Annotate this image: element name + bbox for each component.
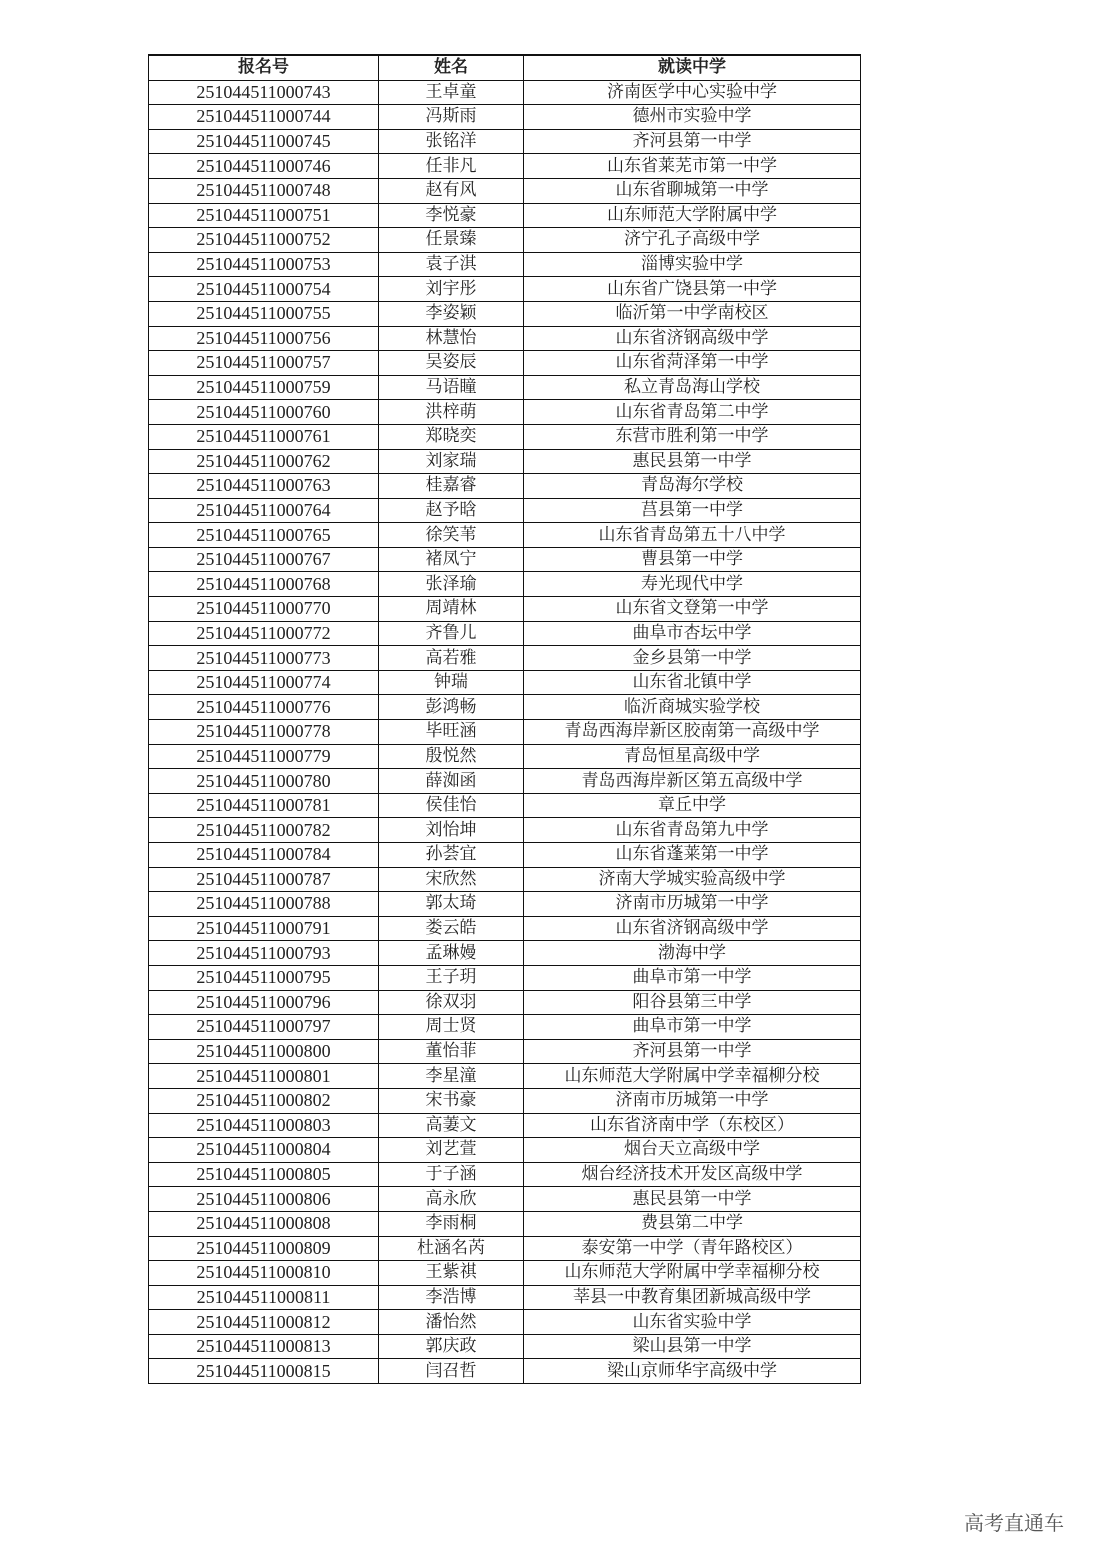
school-cell: 曲阜市第一中学 — [524, 965, 861, 990]
table-row — [149, 843, 861, 868]
registration-number-cell: 251044511000774 — [149, 670, 379, 695]
registration-number-cell: 251044511000765 — [149, 523, 379, 548]
registration-number-cell: 251044511000784 — [149, 843, 379, 868]
table-row — [149, 695, 861, 720]
school-cell: 曹县第一中学 — [524, 547, 861, 572]
registration-number-cell: 251044511000767 — [149, 547, 379, 572]
student-name-cell: 李悦豪 — [379, 203, 524, 228]
table-row — [149, 1088, 861, 1113]
table-row — [149, 769, 861, 794]
school-cell: 惠民县第一中学 — [524, 449, 861, 474]
table-row — [149, 1310, 861, 1335]
table-row — [149, 892, 861, 917]
table-row — [149, 1236, 861, 1261]
school-cell: 山东师范大学附属中学 — [524, 203, 861, 228]
table-row — [149, 498, 861, 523]
table-row — [149, 916, 861, 941]
admission-list-table — [148, 54, 861, 1384]
table-row — [149, 105, 861, 130]
student-name-cell: 侯佳怡 — [379, 793, 524, 818]
student-name-cell: 高永欣 — [379, 1187, 524, 1212]
registration-number-cell: 251044511000743 — [149, 80, 379, 105]
table-row — [149, 252, 861, 277]
student-name-cell: 郭庆政 — [379, 1334, 524, 1359]
student-name-cell: 林慧怡 — [379, 326, 524, 351]
school-cell: 梁山京师华宇高级中学 — [524, 1359, 861, 1384]
registration-number-cell: 251044511000763 — [149, 474, 379, 499]
student-name-cell: 李姿颖 — [379, 301, 524, 326]
school-cell: 山东师范大学附属中学幸福柳分校 — [524, 1064, 861, 1089]
table-row — [149, 720, 861, 745]
student-name-cell: 刘艺萱 — [379, 1138, 524, 1163]
registration-number-cell: 251044511000803 — [149, 1113, 379, 1138]
student-name-cell: 董怡菲 — [379, 1039, 524, 1064]
table-row — [149, 154, 861, 179]
student-name-cell: 李星潼 — [379, 1064, 524, 1089]
student-name-cell: 褚凤宁 — [379, 547, 524, 572]
table-row — [149, 1285, 861, 1310]
registration-number-cell: 251044511000810 — [149, 1261, 379, 1286]
registration-number-cell: 251044511000808 — [149, 1211, 379, 1236]
registration-number-cell: 251044511000772 — [149, 621, 379, 646]
school-cell: 山东省济钢高级中学 — [524, 916, 861, 941]
school-cell: 曲阜市杏坛中学 — [524, 621, 861, 646]
student-name-cell: 冯斯雨 — [379, 105, 524, 130]
table-row — [149, 1261, 861, 1286]
registration-number-cell: 251044511000753 — [149, 252, 379, 277]
student-name-cell: 赵予晗 — [379, 498, 524, 523]
student-name-cell: 马语瞳 — [379, 375, 524, 400]
school-cell: 山东省济南中学（东校区） — [524, 1113, 861, 1138]
school-cell: 东营市胜利第一中学 — [524, 424, 861, 449]
table-row — [149, 744, 861, 769]
student-name-cell: 毕旺涵 — [379, 720, 524, 745]
table-row — [149, 277, 861, 302]
table-row — [149, 547, 861, 572]
student-name-cell: 王紫祺 — [379, 1261, 524, 1286]
table-row — [149, 301, 861, 326]
registration-number-cell: 251044511000811 — [149, 1285, 379, 1310]
table-header-row — [149, 55, 861, 80]
table-row — [149, 424, 861, 449]
school-cell: 山东省文登第一中学 — [524, 597, 861, 622]
school-cell: 临沂第一中学南校区 — [524, 301, 861, 326]
registration-number-cell: 251044511000800 — [149, 1039, 379, 1064]
registration-number-cell: 251044511000779 — [149, 744, 379, 769]
school-cell: 山东省济钢高级中学 — [524, 326, 861, 351]
registration-number-cell: 251044511000796 — [149, 990, 379, 1015]
registration-number-cell: 251044511000809 — [149, 1236, 379, 1261]
table-row — [149, 375, 861, 400]
student-name-cell: 王卓童 — [379, 80, 524, 105]
school-cell: 济南大学城实验高级中学 — [524, 867, 861, 892]
table-row — [149, 474, 861, 499]
school-cell: 费县第二中学 — [524, 1211, 861, 1236]
table-row — [149, 572, 861, 597]
registration-number-cell: 251044511000745 — [149, 129, 379, 154]
registration-number-cell: 251044511000788 — [149, 892, 379, 917]
table-row — [149, 1113, 861, 1138]
registration-number-cell: 251044511000778 — [149, 720, 379, 745]
school-cell: 渤海中学 — [524, 941, 861, 966]
student-name-cell: 徐双羽 — [379, 990, 524, 1015]
table-row — [149, 1334, 861, 1359]
student-name-cell: 薛洳函 — [379, 769, 524, 794]
school-cell: 莘县一中教育集团新城高级中学 — [524, 1285, 861, 1310]
student-name-cell: 彭鸿畅 — [379, 695, 524, 720]
school-cell: 齐河县第一中学 — [524, 1039, 861, 1064]
student-name-cell: 周靖林 — [379, 597, 524, 622]
school-cell: 德州市实验中学 — [524, 105, 861, 130]
table-row — [149, 1162, 861, 1187]
student-name-cell: 赵有风 — [379, 178, 524, 203]
student-name-cell: 于子涵 — [379, 1162, 524, 1187]
table-row — [149, 129, 861, 154]
student-name-cell: 王子玥 — [379, 965, 524, 990]
registration-number-cell: 251044511000813 — [149, 1334, 379, 1359]
registration-number-cell: 251044511000802 — [149, 1088, 379, 1113]
school-cell: 济南市历城第一中学 — [524, 892, 861, 917]
registration-number-cell: 251044511000762 — [149, 449, 379, 474]
table-row — [149, 1138, 861, 1163]
header-registration-number: 报名号 — [149, 55, 379, 80]
registration-number-cell: 251044511000773 — [149, 646, 379, 671]
student-name-cell: 孟琳嫚 — [379, 941, 524, 966]
student-name-cell: 吴姿辰 — [379, 351, 524, 376]
table-row — [149, 1187, 861, 1212]
table-row — [149, 867, 861, 892]
student-name-cell: 李浩博 — [379, 1285, 524, 1310]
school-cell: 惠民县第一中学 — [524, 1187, 861, 1212]
registration-number-cell: 251044511000787 — [149, 867, 379, 892]
registration-number-cell: 251044511000761 — [149, 424, 379, 449]
student-name-cell: 张泽瑜 — [379, 572, 524, 597]
student-name-cell: 高若雅 — [379, 646, 524, 671]
registration-number-cell: 251044511000755 — [149, 301, 379, 326]
registration-number-cell: 251044511000781 — [149, 793, 379, 818]
school-cell: 山东省蓬莱第一中学 — [524, 843, 861, 868]
school-cell: 金乡县第一中学 — [524, 646, 861, 671]
school-cell: 青岛海尔学校 — [524, 474, 861, 499]
table-row — [149, 80, 861, 105]
registration-number-cell: 251044511000793 — [149, 941, 379, 966]
school-cell: 烟台经济技术开发区高级中学 — [524, 1162, 861, 1187]
table-row — [149, 1211, 861, 1236]
registration-number-cell: 251044511000768 — [149, 572, 379, 597]
registration-number-cell: 251044511000760 — [149, 400, 379, 425]
student-name-cell: 洪梓萌 — [379, 400, 524, 425]
registration-number-cell: 251044511000754 — [149, 277, 379, 302]
student-name-cell: 孙荟宜 — [379, 843, 524, 868]
student-name-cell: 宋书豪 — [379, 1088, 524, 1113]
school-cell: 莒县第一中学 — [524, 498, 861, 523]
registration-number-cell: 251044511000806 — [149, 1187, 379, 1212]
school-cell: 梁山县第一中学 — [524, 1334, 861, 1359]
table-row — [149, 965, 861, 990]
student-name-cell: 郭太琦 — [379, 892, 524, 917]
registration-number-cell: 251044511000756 — [149, 326, 379, 351]
student-name-cell: 钟瑞 — [379, 670, 524, 695]
school-cell: 烟台天立高级中学 — [524, 1138, 861, 1163]
registration-number-cell: 251044511000746 — [149, 154, 379, 179]
registration-number-cell: 251044511000791 — [149, 916, 379, 941]
registration-number-cell: 251044511000801 — [149, 1064, 379, 1089]
registration-number-cell: 251044511000748 — [149, 178, 379, 203]
registration-number-cell: 251044511000797 — [149, 1015, 379, 1040]
school-cell: 济南市历城第一中学 — [524, 1088, 861, 1113]
student-name-cell: 齐鲁儿 — [379, 621, 524, 646]
school-cell: 山东省菏泽第一中学 — [524, 351, 861, 376]
school-cell: 山东省聊城第一中学 — [524, 178, 861, 203]
school-cell: 齐河县第一中学 — [524, 129, 861, 154]
registration-number-cell: 251044511000812 — [149, 1310, 379, 1335]
school-cell: 山东省青岛第五十八中学 — [524, 523, 861, 548]
registration-number-cell: 251044511000744 — [149, 105, 379, 130]
student-name-cell: 周士贤 — [379, 1015, 524, 1040]
registration-number-cell: 251044511000776 — [149, 695, 379, 720]
school-cell: 章丘中学 — [524, 793, 861, 818]
school-cell: 济南医学中心实验中学 — [524, 80, 861, 105]
registration-number-cell: 251044511000764 — [149, 498, 379, 523]
student-name-cell: 桂嘉睿 — [379, 474, 524, 499]
student-name-cell: 张铭洋 — [379, 129, 524, 154]
table-row — [149, 228, 861, 253]
table-row — [149, 1064, 861, 1089]
registration-number-cell: 251044511000815 — [149, 1359, 379, 1384]
table-row — [149, 621, 861, 646]
header-name: 姓名 — [379, 55, 524, 80]
registration-number-cell: 251044511000780 — [149, 769, 379, 794]
student-name-cell: 刘宇彤 — [379, 277, 524, 302]
registration-number-cell: 251044511000770 — [149, 597, 379, 622]
watermark: 高考直通车 — [964, 1511, 1064, 1535]
school-cell: 寿光现代中学 — [524, 572, 861, 597]
student-name-cell: 杜涵名芮 — [379, 1236, 524, 1261]
table-row — [149, 990, 861, 1015]
table-row — [149, 646, 861, 671]
registration-number-cell: 251044511000805 — [149, 1162, 379, 1187]
registration-number-cell: 251044511000757 — [149, 351, 379, 376]
table-row — [149, 326, 861, 351]
table-row — [149, 597, 861, 622]
table-row — [149, 400, 861, 425]
table-row — [149, 351, 861, 376]
school-cell: 临沂商城实验学校 — [524, 695, 861, 720]
registration-number-cell: 251044511000759 — [149, 375, 379, 400]
school-cell: 济宁孔子高级中学 — [524, 228, 861, 253]
student-name-cell: 徐笑苇 — [379, 523, 524, 548]
school-cell: 私立青岛海山学校 — [524, 375, 861, 400]
school-cell: 淄博实验中学 — [524, 252, 861, 277]
student-name-cell: 潘怡然 — [379, 1310, 524, 1335]
student-name-cell: 殷悦然 — [379, 744, 524, 769]
table-row — [149, 670, 861, 695]
table-row — [149, 818, 861, 843]
student-name-cell: 任景臻 — [379, 228, 524, 253]
school-cell: 山东省广饶县第一中学 — [524, 277, 861, 302]
registration-number-cell: 251044511000795 — [149, 965, 379, 990]
school-cell: 山东师范大学附属中学幸福柳分校 — [524, 1261, 861, 1286]
registration-number-cell: 251044511000751 — [149, 203, 379, 228]
school-cell: 山东省青岛第二中学 — [524, 400, 861, 425]
student-name-cell: 刘怡坤 — [379, 818, 524, 843]
student-name-cell: 闫召哲 — [379, 1359, 524, 1384]
school-cell: 山东省莱芜市第一中学 — [524, 154, 861, 179]
student-name-cell: 宋欣然 — [379, 867, 524, 892]
registration-number-cell: 251044511000804 — [149, 1138, 379, 1163]
table-row — [149, 178, 861, 203]
student-name-cell: 任非凡 — [379, 154, 524, 179]
table-row — [149, 449, 861, 474]
table-row — [149, 523, 861, 548]
school-cell: 青岛西海岸新区第五高级中学 — [524, 769, 861, 794]
school-cell: 曲阜市第一中学 — [524, 1015, 861, 1040]
student-name-cell: 娄云皓 — [379, 916, 524, 941]
student-name-cell: 郑晓奕 — [379, 424, 524, 449]
school-cell: 山东省实验中学 — [524, 1310, 861, 1335]
table-row — [149, 793, 861, 818]
student-name-cell: 袁子淇 — [379, 252, 524, 277]
school-cell: 青岛西海岸新区胶南第一高级中学 — [524, 720, 861, 745]
student-name-cell: 高萋文 — [379, 1113, 524, 1138]
registration-number-cell: 251044511000782 — [149, 818, 379, 843]
student-name-cell: 刘家瑞 — [379, 449, 524, 474]
school-cell: 山东省青岛第九中学 — [524, 818, 861, 843]
school-cell: 青岛恒星高级中学 — [524, 744, 861, 769]
table-row — [149, 1015, 861, 1040]
registration-number-cell: 251044511000752 — [149, 228, 379, 253]
school-cell: 泰安第一中学（青年路校区） — [524, 1236, 861, 1261]
school-cell: 阳谷县第三中学 — [524, 990, 861, 1015]
student-name-cell: 李雨桐 — [379, 1211, 524, 1236]
table-row — [149, 1359, 861, 1384]
table-row — [149, 941, 861, 966]
table-row — [149, 203, 861, 228]
school-cell: 山东省北镇中学 — [524, 670, 861, 695]
table-row — [149, 1039, 861, 1064]
header-school: 就读中学 — [524, 55, 861, 80]
